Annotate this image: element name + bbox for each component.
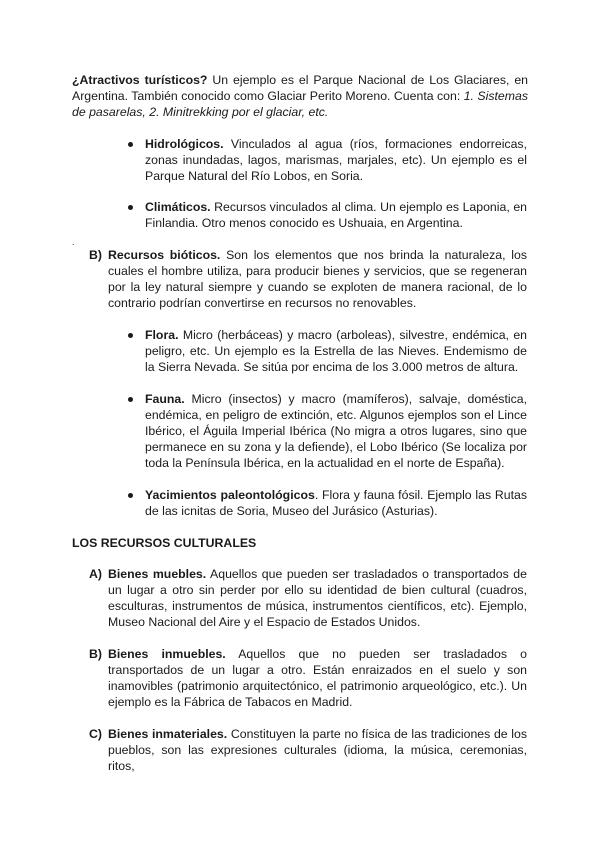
intro-italic: 1. Sistemas de pasarelas, 2. Minitrekking por el glaciar, etc. — [72, 89, 528, 119]
bullet-title: Flora. — [145, 328, 179, 342]
bullet-dot-icon — [128, 333, 133, 338]
item-letter: B) — [89, 647, 102, 661]
item-title: Bienes inmateriales. — [108, 727, 228, 741]
item-letter: A) — [89, 567, 102, 581]
bullet-text: Vinculados al agua (ríos, formaciones endorreicas, zonas inundadas, lagos, marismas, marjales, etc). Un ejemplo es el Parque Natural del Río Lobos, en Soria. — [145, 137, 527, 183]
cultural-item-inmuebles — [89, 646, 527, 710]
bullet-text: . Flora y fauna fósil. Ejemplo las Rutas de las icnitas de Soria, Museo del Jurásico (Asturias). — [145, 488, 527, 518]
bullet-text: Recursos vinculados al clima. Un ejemplo es Laponia, en Finlandia. Otro menos conocido es Ushuaia, en Argentina. — [145, 200, 527, 230]
cultural-heading: LOS RECURSOS CULTURALES — [72, 536, 257, 550]
bullet-title: Climáticos. — [145, 200, 211, 214]
bullet-dot-icon — [128, 397, 133, 402]
item-text: Aquellos que pueden ser trasladados o transportados de un lugar a otro sin perder por ello su identidad de bien cultural (cuadros, esculturas, instrumentos de música, instrumentos científicos, etc). Ejemplo, Museo Nacional del Aire y el Espacio de Estados Unidos. — [108, 567, 527, 629]
biotic-letter: B) — [89, 248, 102, 262]
item-text: Constituyen la parte no física de las tradiciones de los pueblos, son las expresiones culturales (idioma, la música, ceremonias, ritos, — [108, 727, 528, 773]
biotic-text: Son los elementos que nos brinda la naturaleza, los cuales el hombre utiliza, para producir bienes y servicios, que se regeneran por la ley natural siempre y cuando se exploten de manera racional, de lo contrario podrían convertirse en recursos no renovables. — [108, 248, 527, 310]
intro-lead: ¿Atractivos turísticos? — [72, 73, 208, 87]
bullet-title: Hidrológicos. — [145, 137, 224, 151]
bullet-title: Yacimientos paleontológicos — [145, 488, 315, 502]
bullet-hidrologicos — [145, 136, 527, 184]
bullet-text: Micro (insectos) y macro (mamíferos), salvaje, doméstica, endémica, en peligro de extinción, etc. Algunos ejemplos son el Lince Ibérico, el Águila Imperial Ibérica (No migra a otros lugares, sino que permanece en su zona y la defiende), el Lobo Ibérico (Se localiza por toda la Península Ibérica, en la actualidad en el norte de España). — [145, 392, 527, 470]
bullet-dot-icon — [128, 142, 133, 147]
bullet-dot-icon — [128, 205, 133, 210]
item-letter: C) — [89, 727, 102, 741]
bullet-title: Fauna. — [145, 392, 185, 406]
stray-mark: . — [72, 237, 75, 247]
intro-text: Un ejemplo es el Parque Nacional de Los Glaciares, en Argentina. También conocido como Glaciar Perito Moreno. Cuenta con: — [72, 73, 528, 103]
bullet-text: Micro (herbáceas) y macro (arboleas), silvestre, endémica, en peligro, etc. Un ejemplo es la Estrella de las Nieves. Endemismo de la Sierra Nevada. Se sitúa por encima de los 3.000 metros de altura. — [145, 328, 527, 374]
biotic-section — [89, 247, 527, 311]
intro-paragraph — [72, 72, 528, 120]
bullet-climaticos — [145, 199, 527, 231]
item-title: Bienes muebles. — [108, 567, 207, 581]
biotic-title: Recursos bióticos. — [108, 248, 221, 262]
cultural-item-muebles — [89, 566, 527, 630]
item-title: Bienes inmuebles. — [108, 647, 226, 661]
bullet-fauna — [145, 391, 527, 471]
item-text: Aquellos que no pueden ser trasladados o transportados de un lugar a otro. Están enraizados en el suelo y son inamovibles (patrimonio arquitectónico, el patrimonio arqueológico, etc.). Un ejemplo es la Fábrica de Tabacos en Madrid. — [108, 647, 527, 709]
bullet-yacimientos — [145, 487, 527, 519]
bullet-flora — [145, 327, 527, 375]
cultural-item-inmateriales — [89, 726, 528, 774]
bullet-dot-icon — [128, 493, 133, 498]
